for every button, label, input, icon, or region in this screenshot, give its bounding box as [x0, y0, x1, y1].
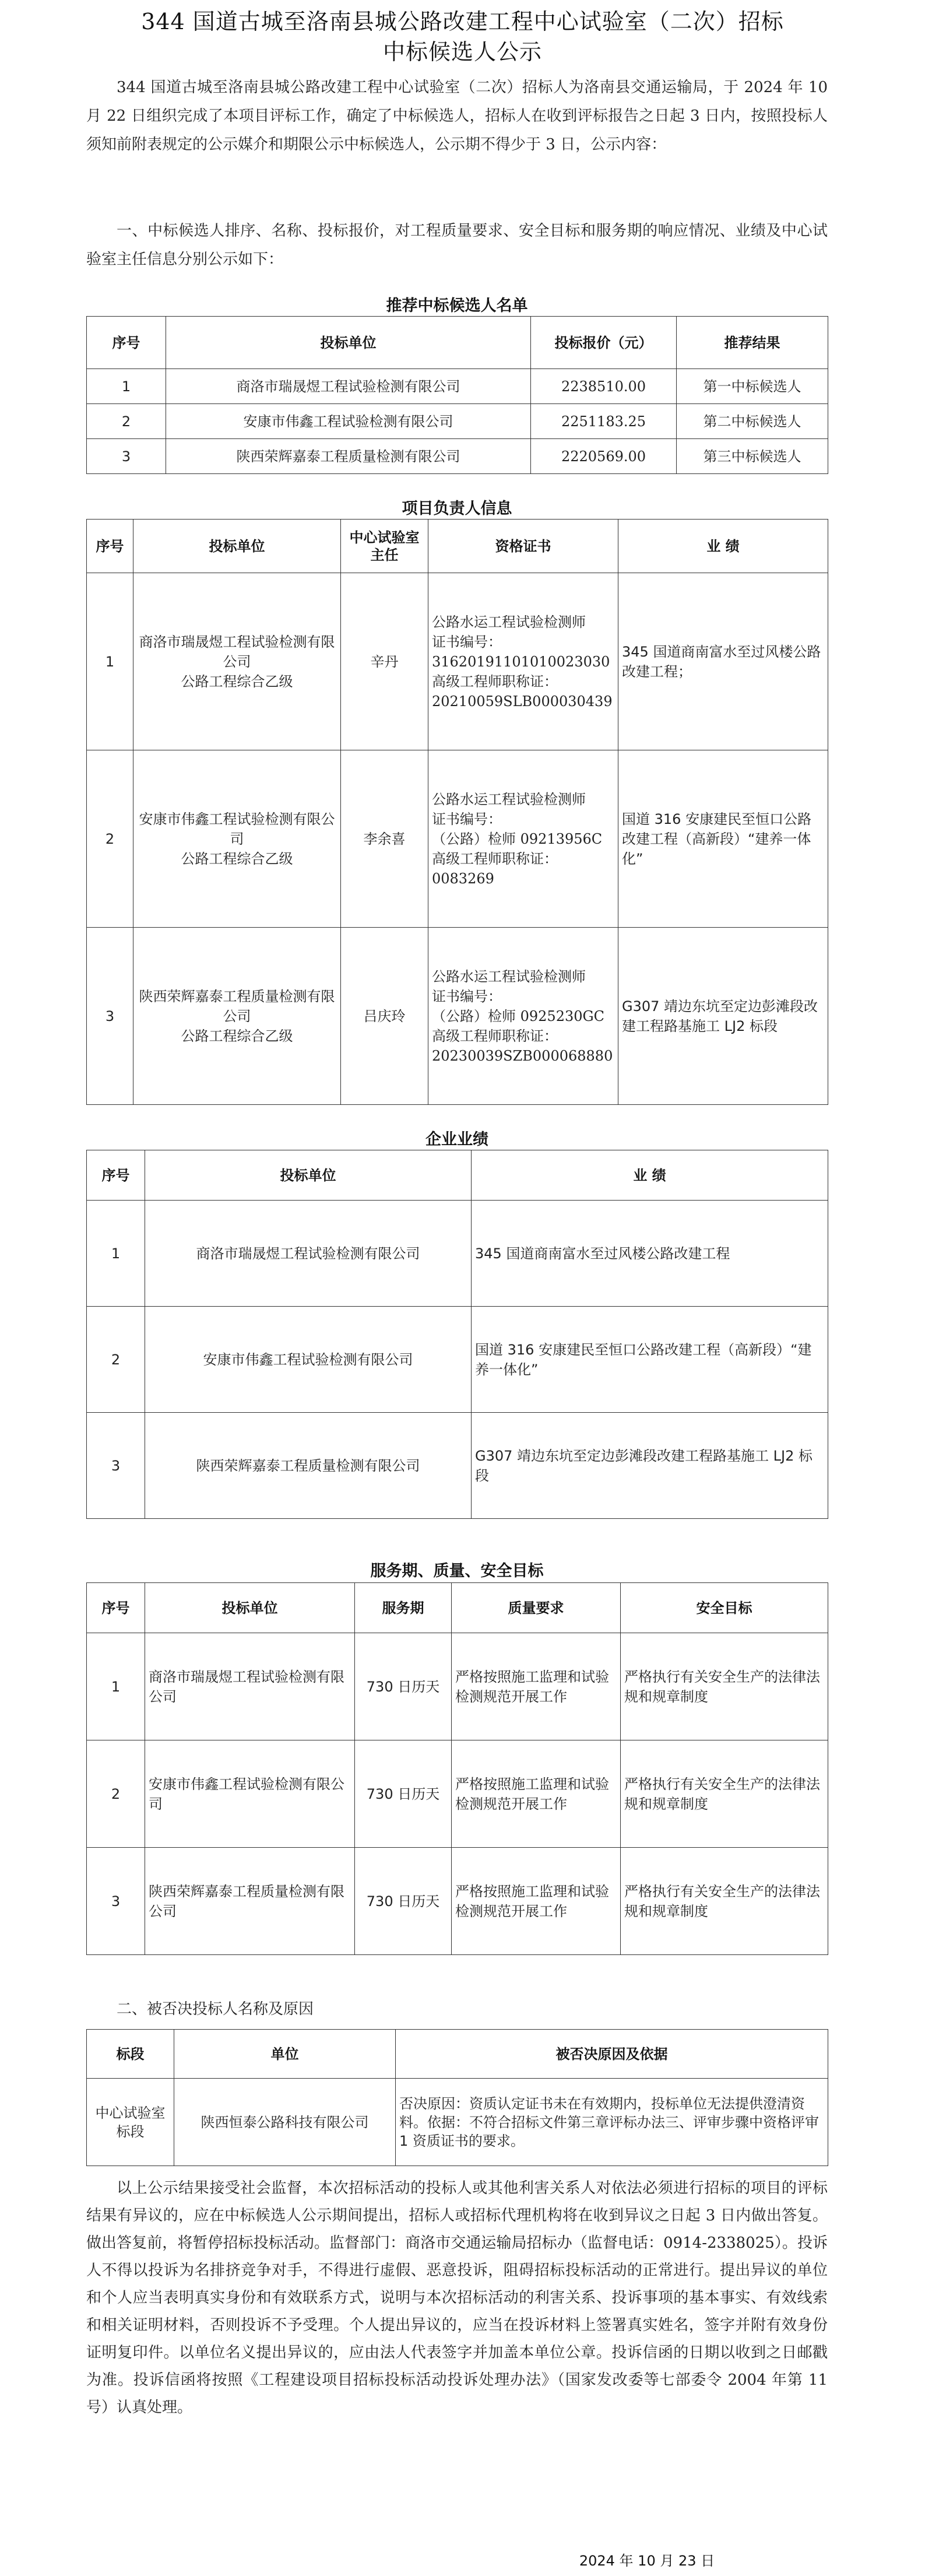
cert-number: 20230039SZB000068880 [432, 1047, 613, 1064]
cell-unit: 商洛市瑞晟煜工程试验检测有限公司 [166, 369, 531, 404]
header-cell: 投标单位 [166, 317, 531, 369]
cell-unit: 商洛市瑞晟煜工程试验检测有限公司 [145, 1201, 472, 1307]
cell-cert [428, 750, 618, 928]
table-row [87, 750, 828, 928]
cert-title: 公路水运工程试验检测师 [432, 968, 586, 985]
cell-no: 3 [87, 1413, 145, 1519]
cell-unit: 陕西荣辉嘉泰工程质量检测有限公司 [145, 1848, 355, 1955]
cell-no: 3 [87, 928, 133, 1105]
header-cell: 中心试验室主任 [341, 520, 428, 573]
cell-unit: 陕西荣辉嘉泰工程质量检测有限公司 [166, 439, 531, 474]
header-cell: 业 绩 [618, 520, 828, 573]
table-row [87, 1201, 828, 1307]
cell-unit: 安康市伟鑫工程试验检测有限公司 [166, 404, 531, 439]
cell-quality: 严格按照施工监理和试验检测规范开展工作 [452, 1848, 621, 1955]
cell-no: 1 [87, 369, 166, 404]
cell-performance: 345 国道商南富水至过风楼公路改建工程； [618, 573, 828, 750]
table2-caption: 项目负责人信息 [402, 500, 512, 518]
cell-unit [133, 573, 341, 750]
cert-number: 20210059SLB000030439 [432, 693, 613, 710]
section-2-heading: 二、被否决投标人名称及原因 [117, 2001, 314, 2018]
cell-unit [133, 928, 341, 1105]
header-cell: 投标单位 [145, 1583, 355, 1633]
table-header-row [87, 2030, 828, 2079]
header-cell: 安全目标 [621, 1583, 828, 1633]
cell-no: 3 [87, 1848, 145, 1955]
announcement-date: 2024 年 10 月 23 日 [579, 2553, 715, 2569]
header-cell: 被否决原因及依据 [396, 2030, 828, 2079]
service-quality-safety-table [86, 1582, 828, 1955]
cell-no: 2 [87, 1307, 145, 1413]
table4-caption: 服务期、质量、安全目标 [370, 1562, 544, 1580]
director-table [86, 519, 828, 1105]
cell-no: 2 [87, 404, 166, 439]
cert-label: 证书编号： [432, 810, 502, 827]
header-cell: 序号 [87, 317, 166, 369]
header-cell: 序号 [87, 520, 133, 573]
header-cell: 投标单位 [133, 520, 341, 573]
header-cell: 服务期 [355, 1583, 452, 1633]
title-line-1: 344 国道古城至洛南县城公路改建工程中心试验室（二次）招标 [141, 9, 784, 34]
table-header-row [87, 1150, 828, 1201]
cert-label: 高级工程师职称证： [432, 850, 558, 867]
cert-number: （公路）检师 0925230GC [432, 1008, 605, 1024]
table-row [87, 573, 828, 750]
cell-result: 第一中标候选人 [677, 369, 828, 404]
table-row [87, 439, 828, 474]
header-cell: 推荐结果 [677, 317, 828, 369]
company-performance-table [86, 1150, 828, 1519]
cell-safety: 严格执行有关安全生产的法律法规和规章制度 [621, 1633, 828, 1740]
cell-performance: 国道 316 安康建民至恒口公路改建工程（高新段）“建养一体化” [472, 1307, 828, 1413]
cell-no: 3 [87, 439, 166, 474]
cell-performance: 国道 316 安康建民至恒口公路改建工程（高新段）“建养一体化” [618, 750, 828, 928]
cert-label: 高级工程师职称证： [432, 1027, 558, 1044]
table-row [87, 404, 828, 439]
cell-quality: 严格按照施工监理和试验检测规范开展工作 [452, 1740, 621, 1848]
unit-grade: 公路工程综合乙级 [181, 1027, 293, 1044]
unit-grade: 公路工程综合乙级 [181, 850, 293, 867]
cell-no: 2 [87, 750, 133, 928]
table-header-row [87, 520, 828, 573]
cell-no: 1 [87, 1633, 145, 1740]
cell-director: 李余喜 [341, 750, 428, 928]
header-cell: 资格证书 [428, 520, 618, 573]
table-row [87, 1740, 828, 1848]
cell-result: 第二中标候选人 [677, 404, 828, 439]
intro-paragraph: 344 国道古城至洛南县城公路改建工程中心试验室（二次）招标人为洛南县交通运输局，于 2024 年 10 月 22 日组织完成了本项目评标工作，确定了中标候选人，招标人在收到评标报告之日起 3 日内，按照投标人须知前附表规定的公示媒介和期限公示中标候选人，公示期不得少于 3 日，公示内容： [86, 79, 828, 153]
cell-price: 2220569.00 [531, 439, 677, 474]
table-row [87, 369, 828, 404]
cell-cert [428, 928, 618, 1105]
header-cell: 标段 [87, 2030, 174, 2079]
cell-safety: 严格执行有关安全生产的法律法规和规章制度 [621, 1848, 828, 1955]
cell-director: 辛丹 [341, 573, 428, 750]
cell-safety: 严格执行有关安全生产的法律法规和规章制度 [621, 1740, 828, 1848]
unit-name: 安康市伟鑫工程试验检测有限公司 [139, 810, 335, 847]
cert-label: 高级工程师职称证： [432, 673, 558, 690]
unit-name: 陕西荣辉嘉泰工程质量检测有限公司 [139, 988, 335, 1024]
table-row [87, 1307, 828, 1413]
table-header-row [87, 1583, 828, 1633]
cert-number: 31620191101010023030 [432, 653, 610, 670]
header-cell: 业 绩 [472, 1150, 828, 1201]
table-row [87, 2079, 828, 2166]
cell-price: 2238510.00 [531, 369, 677, 404]
cell-rejection-reason: 否决原因：资质认定证书未在有效期内，投标单位无法提供澄清资料。依据：不符合招标文件第三章评标办法三、评审步骤中资格评审 1 资质证书的要求。 [396, 2079, 828, 2166]
cell-no: 1 [87, 573, 133, 750]
table-header-row [87, 317, 828, 369]
cert-title: 公路水运工程试验检测师 [432, 613, 586, 630]
cert-title: 公路水运工程试验检测师 [432, 791, 586, 808]
cell-result: 第三中标候选人 [677, 439, 828, 474]
header-cell: 质量要求 [452, 1583, 621, 1633]
cell-no: 1 [87, 1201, 145, 1307]
table3-caption: 企业业绩 [425, 1131, 488, 1149]
cert-number: （公路）检师 09213956C [432, 830, 603, 847]
cell-price: 2251183.25 [531, 404, 677, 439]
cell-service-period: 730 日历天 [355, 1848, 452, 1955]
table-row [87, 1413, 828, 1519]
cell-cert [428, 573, 618, 750]
cell-unit [133, 750, 341, 928]
cell-director: 吕庆玲 [341, 928, 428, 1105]
table-row [87, 1848, 828, 1955]
table1-caption: 推荐中标候选人名单 [386, 297, 528, 315]
header-cell: 序号 [87, 1150, 145, 1201]
cert-number: 0083269 [432, 870, 494, 887]
closing-paragraph: 以上公示结果接受社会监督，本次招标活动的投标人或其他利害关系人对依法必须进行招标的项目的评标结果有异议的，应在中标候选人公示期间提出，招标人或招标代理机构将在收到异议之日起 3 日内做出答复。做出答复前，将暂停招标投标活动。监督部门：商洛市交通运输局招标办（监督电话：0914-2338025）。投诉人不得以投诉为名排挤竞争对手，不得进行虚假、恶意投诉，阻碍招标投标活动的正常进行。提出异议的单位和个人应当表明真实身份和有效联系方式，说明与本次招标活动的利害关系、投诉事项的基本事实、有效线索和相关证明材料，否则投诉不予受理。个人提出异议的，应当在投诉材料上签署真实姓名，签字并附有效身份证明复印件。以单位名义提出异议的，应由法人代表签字并加盖本单位公章。投诉信函的日期以收到之日邮戳为准。投诉信函将按照《工程建设项目招标投标活动投诉处理办法》（国家发改委等七部委令 2004 年第 11 号）认真处理。 [86, 2180, 828, 2416]
cell-unit: 安康市伟鑫工程试验检测有限公司 [145, 1307, 472, 1413]
header-cell: 单位 [174, 2030, 396, 2079]
cell-no: 2 [87, 1740, 145, 1848]
rejected-bidders-table [86, 2029, 828, 2166]
cell-performance: 345 国道商南富水至过风楼公路改建工程 [472, 1201, 828, 1307]
cell-unit: 陕西恒泰公路科技有限公司 [174, 2079, 396, 2166]
section-1-heading: 一、中标候选人排序、名称、投标报价，对工程质量要求、安全目标和服务期的响应情况、业绩及中心试验室主任信息分别公示如下： [86, 222, 828, 268]
header-cell: 序号 [87, 1583, 145, 1633]
cell-unit: 安康市伟鑫工程试验检测有限公司 [145, 1740, 355, 1848]
cell-lot: 中心试验室标段 [87, 2079, 174, 2166]
cert-label: 证书编号： [432, 988, 502, 1005]
unit-grade: 公路工程综合乙级 [181, 673, 293, 690]
unit-name: 商洛市瑞晟煜工程试验检测有限公司 [139, 633, 335, 670]
cell-performance: G307 靖边东坑至定边彭滩段改建工程路基施工 LJ2 标段 [618, 928, 828, 1105]
table-row [87, 1633, 828, 1740]
header-cell: 投标单位 [145, 1150, 472, 1201]
cell-unit: 商洛市瑞晟煜工程试验检测有限公司 [145, 1633, 355, 1740]
cell-unit: 陕西荣辉嘉泰工程质量检测有限公司 [145, 1413, 472, 1519]
header-cell: 投标报价（元） [531, 317, 677, 369]
cell-performance: G307 靖边东坑至定边彭滩段改建工程路基施工 LJ2 标段 [472, 1413, 828, 1519]
table-row [87, 928, 828, 1105]
cell-service-period: 730 日历天 [355, 1740, 452, 1848]
cell-service-period: 730 日历天 [355, 1633, 452, 1740]
cert-label: 证书编号： [432, 633, 502, 650]
candidate-table [86, 316, 828, 474]
title-line-2: 中标候选人公示 [382, 39, 542, 65]
cell-quality: 严格按照施工监理和试验检测规范开展工作 [452, 1633, 621, 1740]
